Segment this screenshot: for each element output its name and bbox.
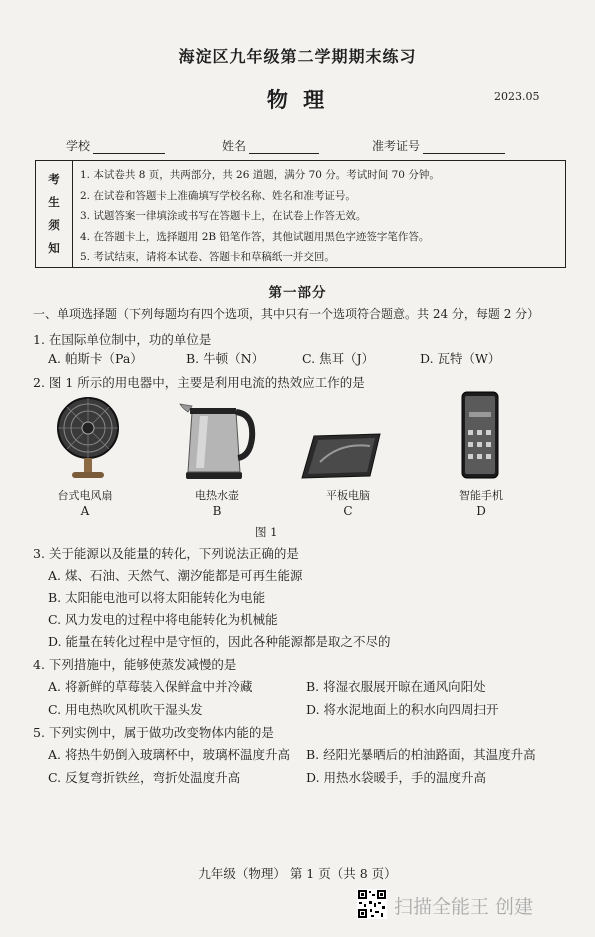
- figure-letter-c: C: [343, 504, 353, 518]
- figure-letter-a: A: [80, 504, 90, 518]
- exam-date: 2023.05: [494, 90, 540, 103]
- school-line: [93, 141, 165, 154]
- q4-option-b: B. 将湿衣服展开晾在通风向阳处: [306, 679, 486, 694]
- desk-fan-image: [48, 392, 128, 482]
- part-title: 第一部分: [268, 285, 327, 301]
- question-3-stem: 3. 关于能源以及能量的转化，下列说法正确的是: [33, 546, 299, 561]
- name-field: [222, 137, 319, 154]
- q5-option-b: B. 经阳光暴晒后的柏油路面，其温度升高: [306, 747, 536, 762]
- question-2-stem: 2. 图 1 所示的用电器中，主要是利用电流的热效应工作的是: [33, 375, 365, 390]
- q3-option-a: A. 煤、石油、天然气、潮汐能都是可再生能源: [48, 568, 303, 583]
- q3-option-d: D. 能量在转化过程中是守恒的，因此各种能源都是取之不尽的: [48, 634, 391, 649]
- note-item: 4. 在答题卡上，选择题用 2B 铅笔作答，其他试题用黑色字迹签字笔作答。: [80, 230, 430, 243]
- figure-caption-b: 电热水壶: [195, 489, 239, 502]
- school-field: [66, 137, 165, 154]
- exam-id-label: 准考证号: [372, 139, 421, 153]
- figure-caption-a: 台式电风扇: [57, 489, 113, 502]
- exam-id-line: [423, 141, 505, 154]
- q4-option-d: D. 将水泥地面上的积水向四周扫开: [306, 702, 499, 717]
- name-label: 姓名: [222, 139, 247, 153]
- name-line: [249, 141, 319, 154]
- electric-kettle-image: [178, 398, 258, 480]
- notes-label: 考 生 须 知: [36, 161, 73, 267]
- question-1-stem: 1. 在国际单位制中，功的单位是: [33, 332, 212, 347]
- notes-list: [80, 165, 561, 268]
- candidate-notes-box: [35, 160, 566, 268]
- smartphone-image: [460, 390, 500, 480]
- subject-title: 物 理: [266, 87, 329, 112]
- q5-option-a: A. 将热牛奶倒入玻璃杯中，玻璃杯温度升高: [48, 747, 290, 762]
- figure-letter-b: B: [212, 504, 222, 518]
- tablet-computer-image: [300, 432, 382, 480]
- note-item: 5. 考试结束，请将本试卷、答题卡和草稿纸一并交回。: [80, 251, 335, 263]
- q4-option-a: A. 将新鲜的草莓装入保鲜盒中并冷藏: [48, 679, 253, 694]
- question-5-stem: 5. 下列实例中，属于做功改变物体内能的是: [33, 725, 274, 740]
- q1-option-c: C. 焦耳（J）: [302, 351, 375, 366]
- school-label: 学校: [66, 139, 91, 153]
- question-4-stem: 4. 下列措施中，能够使蒸发减慢的是: [33, 657, 237, 672]
- figure-label: 图 1: [255, 525, 278, 539]
- q3-option-b: B. 太阳能电池可以将太阳能转化为电能: [48, 590, 266, 605]
- figure-caption-c: 平板电脑: [326, 489, 370, 502]
- q1-option-d: D. 瓦特（W）: [420, 351, 501, 366]
- note-item: 2. 在试卷和答题卡上准确填写学校名称、姓名和准考证号。: [80, 189, 356, 202]
- q1-option-b: B. 牛顿（N）: [186, 351, 265, 366]
- figure-caption-d: 智能手机: [459, 489, 503, 502]
- page-footer: 九年级（物理） 第 1 页（共 8 页）: [198, 866, 397, 881]
- q5-option-d: D. 用热水袋暖手，手的温度升高: [306, 770, 487, 785]
- section-header: 一、单项选择题（下列每题均有四个选项，其中只有一个选项符合题意。共 24 分，每题 2 分）: [33, 307, 540, 321]
- exam-title: 海淀区九年级第二学期期末练习: [178, 47, 417, 66]
- exam-id-field: [372, 137, 505, 154]
- q3-option-c: C. 风力发电的过程中将电能转化为机械能: [48, 612, 278, 627]
- note-item: 3. 试题答案一律填涂或书写在答题卡上，在试卷上作答无效。: [80, 210, 367, 222]
- q5-option-c: C. 反复弯折铁丝，弯折处温度升高: [48, 770, 241, 785]
- q1-option-a: A. 帕斯卡（Pa）: [48, 351, 143, 366]
- figure-letter-d: D: [476, 504, 486, 518]
- q4-option-c: C. 用电热吹风机吹干湿头发: [48, 702, 203, 717]
- qr-code-icon: [357, 889, 387, 919]
- note-item: 1. 本试卷共 8 页，共两部分，共 26 道题，满分 70 分。考试时间 70 分钟。: [80, 169, 440, 181]
- scanner-watermark: 扫描全能王 创建: [394, 896, 534, 918]
